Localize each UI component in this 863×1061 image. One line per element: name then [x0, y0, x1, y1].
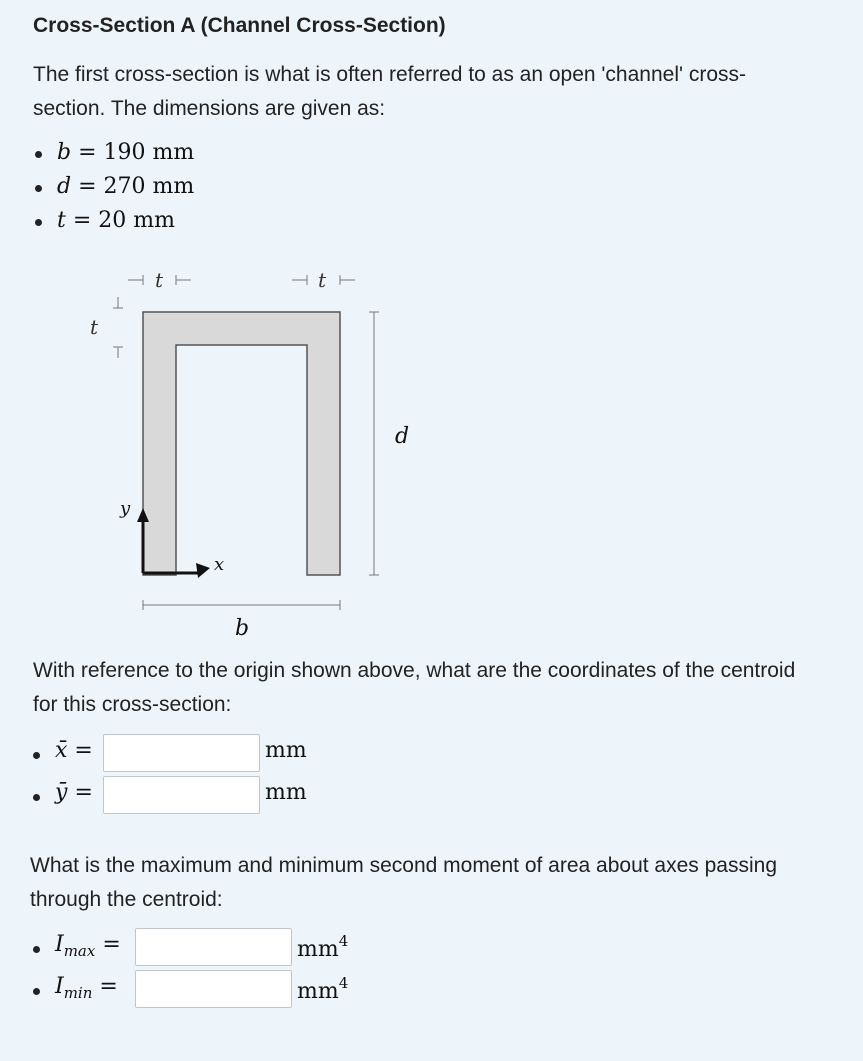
centroid-question-line-1: With reference to the origin shown above, what are the coordinates of the centroid	[33, 659, 796, 682]
channel-cross-section-figure	[0, 250, 863, 650]
y-axis-label: y	[120, 498, 131, 519]
y-bar-row	[33, 776, 433, 818]
equals-sign: =	[102, 932, 121, 957]
i-min-label	[55, 974, 118, 1002]
x-bar-symbol: x̄	[55, 738, 68, 763]
centroid-question	[33, 654, 823, 722]
i-max-subscript: max	[63, 942, 96, 960]
equals-sign: =	[72, 208, 92, 233]
moment-question-line-2: through the centroid:	[30, 888, 223, 911]
intro-line-1: The first cross-section is what is often referred to as an open 'channel' cross-	[33, 63, 747, 86]
dimension-item-b	[33, 136, 194, 170]
x-axis-label: x	[214, 554, 225, 575]
bullet	[33, 946, 40, 953]
i-max-base: I	[55, 932, 64, 957]
dim-label-t-left: t	[90, 315, 99, 339]
y-bar-label	[55, 780, 93, 805]
i-max-unit	[297, 932, 348, 962]
unit-base: mm	[297, 979, 339, 1004]
dimension-value: 20 mm	[98, 208, 175, 233]
x-bar-unit: mm	[265, 738, 307, 763]
moment-question	[30, 849, 820, 917]
dimension-item-t	[33, 204, 194, 238]
dimension-value: 270 mm	[103, 174, 195, 199]
unit-base: mm	[297, 937, 339, 962]
channel-shape	[143, 312, 340, 575]
x-bar-row	[33, 734, 433, 776]
dimension-symbol: t	[57, 208, 66, 233]
dimension-list	[33, 136, 194, 238]
dimension-symbol: d	[57, 174, 72, 199]
i-max-row	[33, 928, 453, 970]
intro-text	[33, 58, 823, 126]
unit-exponent: 4	[338, 974, 349, 992]
y-bar-symbol: ȳ	[55, 780, 68, 805]
dimension-symbol: b	[57, 140, 72, 165]
i-min-row	[33, 970, 453, 1012]
dimension-value: 190 mm	[103, 140, 195, 165]
equals-sign: =	[74, 780, 93, 805]
bullet	[33, 752, 40, 759]
i-min-unit	[297, 974, 348, 1004]
equals-sign: =	[74, 738, 93, 763]
equals-sign: =	[78, 174, 97, 199]
x-bar-label	[55, 738, 93, 763]
i-min-input[interactable]	[135, 970, 292, 1008]
moment-question-line-1: What is the maximum and minimum second moment of area about axes passing	[30, 854, 778, 877]
dim-label-d: d	[395, 424, 410, 449]
equals-sign: =	[99, 974, 118, 999]
intro-line-2: section. The dimensions are given as:	[33, 97, 386, 120]
x-axis-arrowhead	[196, 563, 210, 578]
y-bar-unit: mm	[265, 780, 307, 805]
i-min-subscript: min	[63, 984, 93, 1002]
x-bar-input[interactable]	[103, 734, 260, 772]
centroid-question-line-2: for this cross-section:	[33, 693, 232, 716]
bullet	[33, 988, 40, 995]
i-max-label	[55, 932, 121, 960]
dim-label-t-top-right: t	[318, 268, 327, 292]
i-max-input[interactable]	[135, 928, 292, 966]
dim-label-b: b	[235, 616, 250, 641]
dimension-item-d	[33, 170, 194, 204]
equals-sign: =	[78, 140, 97, 165]
i-min-base: I	[55, 974, 64, 999]
y-bar-input[interactable]	[103, 776, 260, 814]
dim-label-t-top-left: t	[155, 268, 164, 292]
bullet	[33, 794, 40, 801]
section-title: Cross-Section A (Channel Cross-Section)	[33, 14, 446, 37]
unit-exponent: 4	[338, 932, 349, 950]
